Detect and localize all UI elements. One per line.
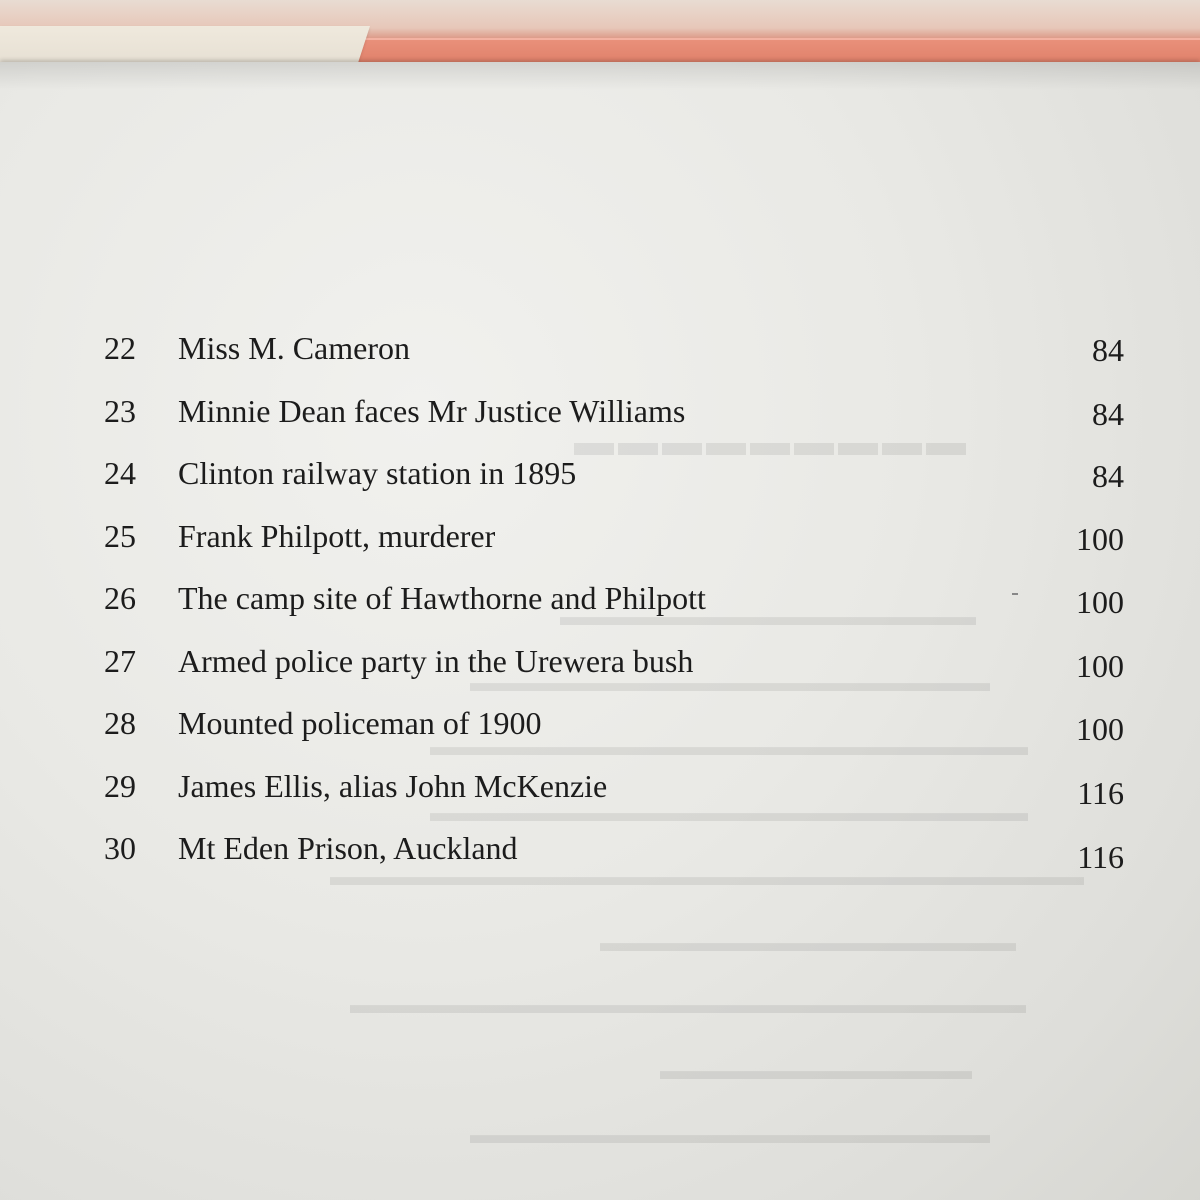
entry-number: 27: [104, 643, 136, 679]
list-item: [0, 328, 1200, 368]
show-through-line: ▬▬▬▬▬▬▬▬▬▬▬▬▬▬▬▬: [600, 928, 1016, 957]
entry-page: 100: [1076, 584, 1124, 620]
list-item: [0, 766, 1200, 811]
list-item: [0, 578, 1200, 618]
entry-page: 116: [1077, 839, 1124, 875]
list-item: [0, 828, 1200, 875]
entry-title: Frank Philpott, murderer: [178, 518, 496, 554]
entry-number: 25: [104, 518, 136, 554]
show-through-line: ▬▬▬▬▬▬▬▬▬▬▬▬▬▬▬▬▬▬▬▬▬▬▬▬▬▬▬▬▬: [330, 862, 1084, 891]
entry-title: Armed police party in the Urewera bush: [178, 643, 694, 679]
show-through-line: ▬▬▬▬▬▬▬▬▬▬▬▬▬▬▬▬▬▬▬▬▬▬▬▬▬▬: [350, 990, 1026, 1019]
entry-page: 84: [1092, 332, 1124, 368]
entry-title: Miss M. Cameron: [178, 330, 410, 366]
show-through-line: ▬▬▬▬▬▬▬▬▬▬▬▬▬▬▬▬: [560, 602, 976, 631]
list-item: [0, 703, 1200, 747]
entry-title: The camp site of Hawthorne and Philpott: [178, 580, 706, 616]
list-item: [0, 453, 1200, 493]
list-item: [0, 641, 1200, 684]
entry-page: 100: [1076, 648, 1124, 684]
show-through-line: ▬▬▬▬▬▬▬▬▬▬▬▬▬▬▬▬▬▬▬▬▬▬▬: [430, 798, 1028, 827]
show-through-line: ▬▬▬▬▬▬▬▬▬▬▬▬▬▬▬▬▬▬▬▬▬▬▬: [430, 732, 1028, 761]
entry-page: 84: [1092, 396, 1124, 432]
entry-title: Clinton railway station in 1895: [178, 455, 577, 491]
entry-number: 29: [104, 768, 136, 804]
entry-number: 28: [104, 705, 136, 741]
show-through-line: ▬▬▬▬▬▬▬▬▬▬▬▬▬▬▬▬▬▬▬▬: [470, 1120, 990, 1149]
entry-page: 84: [1092, 458, 1124, 494]
entry-number: 22: [104, 330, 136, 366]
show-through-line: ▬▬▬▬▬▬▬▬▬▬▬▬: [660, 1056, 972, 1085]
entry-number: 23: [104, 393, 136, 429]
entry-title: Mt Eden Prison, Auckland: [178, 830, 518, 866]
entry-number: 24: [104, 455, 136, 491]
list-item: [0, 391, 1200, 431]
entry-number: 30: [104, 830, 136, 866]
list-item: [0, 516, 1200, 556]
show-through-heading: ▬▬▬▬▬▬▬▬▬: [570, 419, 966, 464]
entry-page: 116: [1077, 775, 1124, 811]
entry-title: Mounted policeman of 1900: [178, 705, 542, 741]
entry-title: Minnie Dean faces Mr Justice Williams: [178, 393, 686, 429]
entry-title: James Ellis, alias John McKenzie: [178, 768, 608, 804]
entry-page: 100: [1076, 711, 1124, 747]
book-page: [0, 62, 1200, 1200]
show-through-line: ▬▬▬▬▬▬▬▬▬▬▬▬▬▬▬▬▬▬▬▬: [470, 668, 990, 697]
page-top-shadow: [0, 62, 1200, 90]
entry-page: 100: [1076, 521, 1124, 557]
entry-number: 26: [104, 580, 136, 616]
